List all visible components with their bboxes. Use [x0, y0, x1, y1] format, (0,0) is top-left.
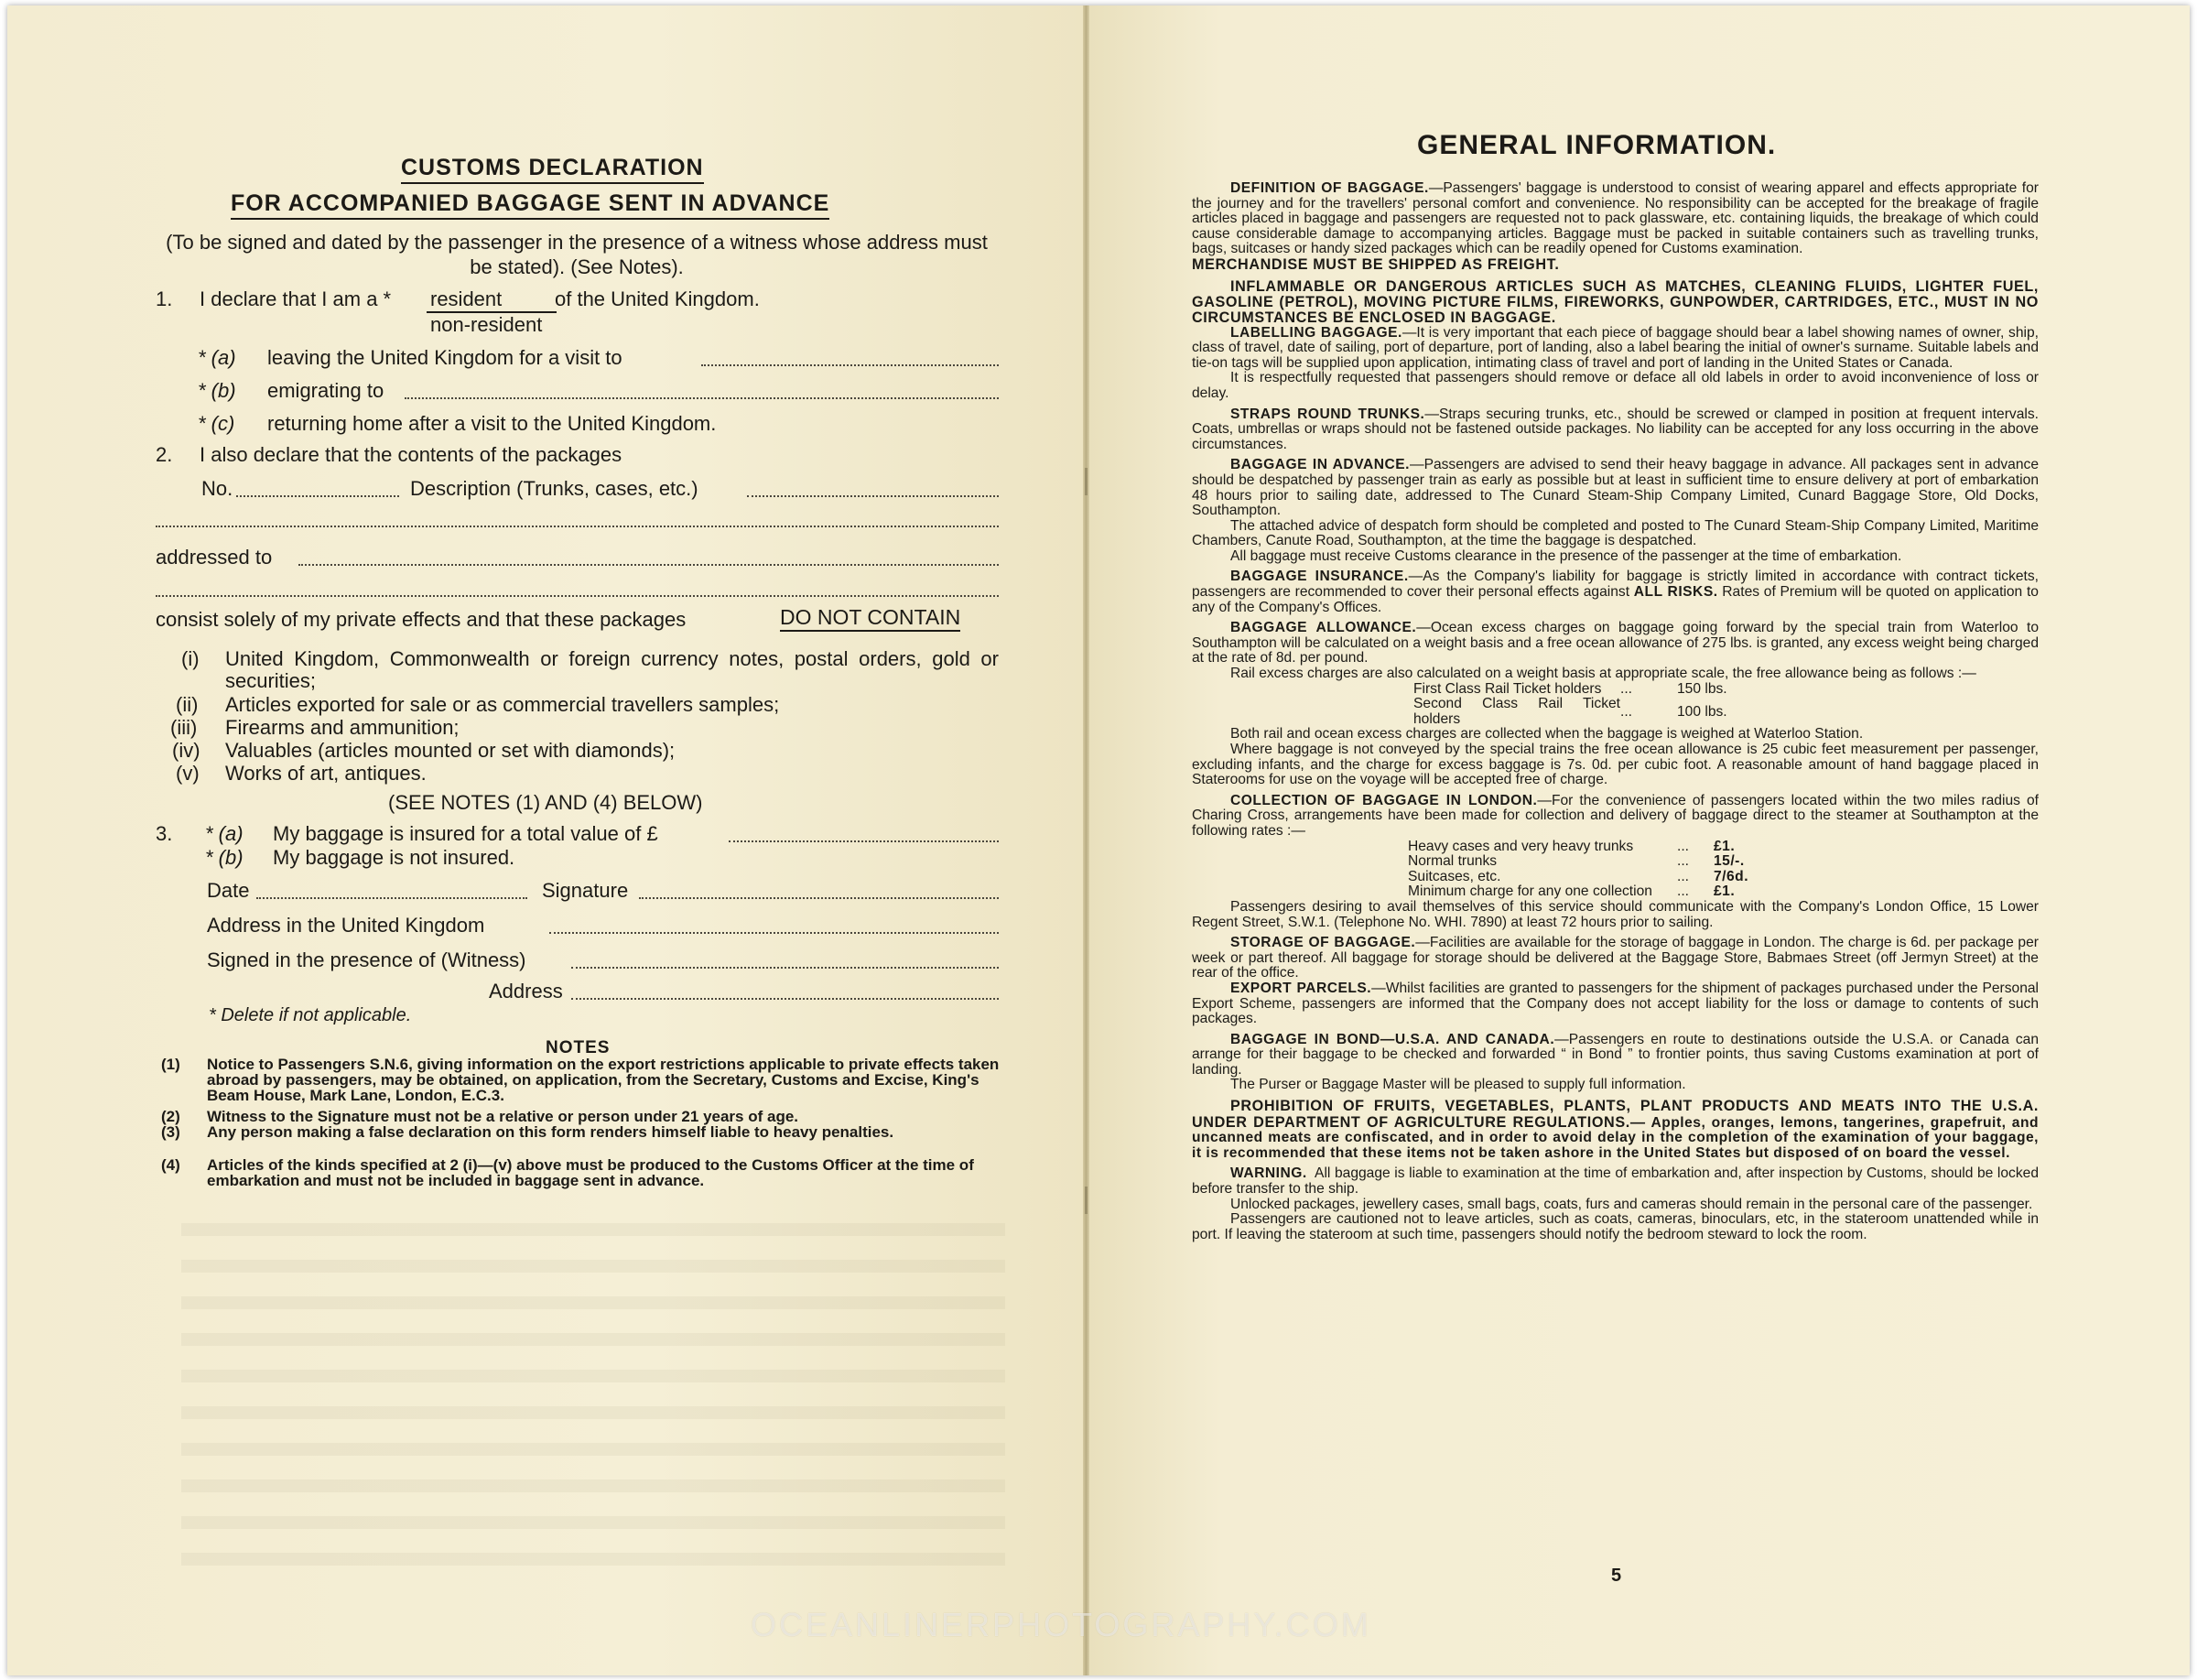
book-gutter	[1083, 5, 1089, 1675]
list-item-number: (iv)	[172, 739, 200, 762]
note-number: (3)	[161, 1123, 180, 1141]
straps-round-trunks	[1192, 407, 2039, 453]
allowance-text: —Ocean excess charges on baggage going forward by the special train from Waterloo to Southampton will be calculated on a weight basis and a free ocean allowance of 275 lbs. is granted, any excess weight being charged at the rate of 8d. per pound.	[1192, 620, 2039, 667]
collection-rates-table	[1408, 840, 1748, 900]
show-through-texture	[181, 1223, 1005, 1571]
advance-text: —Passengers are advised to send their heavy baggage in advance. All packages sent in advance should be despatched by passenger train as early as possible but at least in sufficient time to ensure delivery at port of embarkation 48 hours prior to sailing date, addressed to The Cunard Steam-Ship Company Limited, Cunard Baggage Store, Old Docks, Southampton.	[1192, 457, 2039, 519]
labelling-text-2: It is respectfully requested that passengers should remove or deface all old labels in order to avoid inconvenience of loss or delay.	[1192, 370, 2039, 401]
witness-address-label: Address	[489, 980, 563, 1003]
labelling-heading: LABELLING BAGGAGE.	[1230, 324, 1402, 341]
export-text: —Whilst facilities are granted to passengers for the shipment of packages purchased under the Personal Export Scheme, passengers are informed that the Company does not accept liability for the loss or damage to contents of such packages.	[1192, 980, 2040, 1027]
option-a-mark: * (a)	[198, 346, 236, 369]
insurance-text-2: Rates of Premium will be quoted on application to any of the Company's Offices.	[1192, 584, 2039, 615]
advance-text-2: The attached advice of despatch form should be completed and posted to The Cunard Steam-Ship Company Limited, Maritime Chambers, Canute Road, Southampton, at the time the baggage is despatched.	[1192, 517, 2039, 549]
address-uk-label: Address in the United Kingdom	[207, 914, 485, 937]
straps-text: —Straps securing trunks, etc., should be screwed or clamped in position at frequent intervals. Coats, umbrellas or wraps should not be fastened outside packages. No liability can be accepted for any loss occurring in the above circumstances.	[1192, 406, 2039, 452]
advance-text-3: All baggage must receive Customs clearance in the presence of the passenger at the time of embarkation.	[1230, 547, 1902, 564]
note-item	[161, 1057, 1008, 1108]
date-field[interactable]	[256, 897, 527, 899]
description-field-line-2[interactable]	[156, 526, 999, 527]
collection-heading: COLLECTION OF BAGGAGE IN LONDON.	[1230, 792, 1538, 808]
customs-declaration-subtitle: FOR ACCOMPANIED BAGGAGE SENT IN ADVANCE	[231, 190, 829, 220]
description-field[interactable]	[747, 495, 999, 497]
storage-heading: STORAGE OF BAGGAGE.	[1230, 935, 1416, 951]
delete-note: * Delete if not applicable.	[209, 1005, 412, 1025]
insurance-heading: BAGGAGE INSURANCE.	[1230, 569, 1409, 585]
item-1-number: 1.	[156, 287, 173, 310]
merchandise-notice: MERCHANDISE MUST BE SHIPPED AS FREIGHT.	[1192, 255, 1560, 273]
labelling-baggage	[1192, 326, 2039, 372]
table-row: Normal trunks ... 15/-.	[1408, 853, 1745, 870]
page-number: 5	[1611, 1566, 1622, 1586]
allowance-heading: BAGGAGE ALLOWANCE.	[1230, 620, 1417, 636]
table-row: First Class Rail Ticket holders ... 150 lbs.	[1413, 680, 1727, 697]
inflammable-notice: INFLAMMABLE OR DANGEROUS ARTICLES SUCH AS MATCHES, CLEANING FLUIDS, LIGHTER FUEL, GASOLINE (PETROL), MOVING PICTURE FILMS, FIREWORKS, GUNPOWDER, CARTRIDGES, ETC., MUST IN NO CIRCUMSTANCES BE ENCLOSED IN BAGGAGE.	[1192, 277, 2039, 326]
item-2-number: 2.	[156, 443, 173, 466]
definition-of-baggage	[1192, 181, 2039, 257]
list-item-number: (v)	[176, 762, 200, 785]
note-number: (2)	[161, 1108, 180, 1125]
visit-destination-field[interactable]	[701, 364, 999, 366]
number-label: No.	[201, 477, 233, 500]
note-item	[161, 1124, 1008, 1157]
collection-of-baggage	[1192, 794, 2039, 840]
non-resident-option[interactable]: non-resident	[430, 313, 543, 336]
prohibition-notice	[1192, 1099, 2039, 1161]
staple-stitch	[1085, 468, 1088, 495]
note-number: (4)	[161, 1156, 180, 1174]
warning	[1192, 1166, 2039, 1197]
item-3a-mark: * (a)	[205, 822, 244, 845]
note-item	[161, 1157, 1008, 1190]
insurance-text: —As the Company's liability for baggage is strictly limited in accordance with contract tickets, passengers are recommended to cover their personal effects against	[1192, 569, 2039, 601]
general-information-body	[1192, 181, 2039, 1242]
addressed-to-label: addressed to	[156, 546, 273, 569]
list-item-text: Articles exported for sale or as commercial travellers samples;	[225, 693, 780, 716]
customs-declaration-title: CUSTOMS DECLARATION	[401, 155, 704, 184]
item-3-number: 3.	[156, 822, 173, 845]
addressed-to-field-line-2[interactable]	[156, 595, 999, 597]
emigration-destination-field[interactable]	[405, 397, 999, 399]
bond-text: —Passengers en route to destinations outside the U.S.A. or Canada can arrange for their baggage to be checked and forwarded “ in Bond ” to frontier points, thus saving Customs examination at port of landing.	[1192, 1031, 2039, 1078]
export-heading: EXPORT PARCELS.	[1230, 980, 1372, 996]
staple-stitch	[1085, 1187, 1088, 1214]
allowance-text-4: Where baggage is not conveyed by the special trains the free ocean allowance is 25 cubic feet measurement per passenger, excluding infants, and the charge for excess baggage is 7s. 0d. per cubic foot. A reasonable amount of hand baggage placed in Staterooms for use on the voyage will be accepted free of charge.	[1192, 742, 2039, 788]
all-risks-text: ALL RISKS.	[1633, 584, 1718, 601]
item-3a-text: My baggage is insured for a total value of £	[273, 822, 658, 845]
consist-text: consist solely of my private effects and that these packages	[156, 608, 687, 631]
storage-text: —Facilities are available for the storage of baggage in London. The charge is 6d. per package per week or part thereof. All baggage for storage should be delivered at the Baggage Store, Babmaes Street (off Jermyn Street) at the rear of the office.	[1192, 935, 2039, 981]
note-text: Any person making a false declaration on this form renders himself liable to heavy penalties.	[207, 1123, 894, 1141]
warning-text-2: Unlocked packages, jewellery cases, small bags, coats, furs and cameras should remain in the personal care of the passenger.	[1230, 1196, 2033, 1212]
show-through-heading	[1545, 88, 1554, 119]
definition-heading: DEFINITION OF BAGGAGE.	[1230, 180, 1429, 196]
collection-text: —For the convenience of passengers located within the two miles radius of Charing Cross, arrangements have been made for collection and delivery of baggage direct to the steamer at Southampton at the following rates :—	[1192, 792, 2039, 839]
signature-field[interactable]	[639, 897, 999, 899]
note-text: Articles of the kinds specified at 2 (i)—(v) above must be produced to the Customs Officer at the time of embarkation and must not be included in baggage sent in advance.	[207, 1156, 974, 1189]
option-b-mark: * (b)	[198, 379, 236, 402]
warning-heading: WARNING.	[1230, 1165, 1307, 1182]
labelling-text: —It is very important that each piece of baggage should bear a label showing names of owner, ship, class of travel, date of sailing, port of departure, port of landing, also a label bearing the initial of owner's surname. Suitable labels and tie-on tags will be supplied upon application, intimating class of travel and port of landing in the United States or Canada.	[1192, 324, 2039, 371]
list-item-number: (i)	[181, 647, 200, 670]
export-parcels	[1192, 981, 2039, 1027]
storage-of-baggage	[1192, 936, 2039, 981]
list-item-text: Valuables (articles mounted or set with diamonds);	[225, 739, 676, 762]
straps-heading: STRAPS ROUND TRUNKS.	[1230, 406, 1425, 422]
witness-field[interactable]	[571, 967, 999, 969]
addressed-to-field[interactable]	[298, 564, 999, 566]
resident-option[interactable]: resident	[427, 287, 557, 313]
item-3b-text: My baggage is not insured.	[273, 846, 515, 869]
warning-text-3: Passengers are cautioned not to leave articles, such as coats, cameras, binoculars, etc, in the stateroom unattended while in port. If leaving the stateroom at such time, passengers should notify the bedroom steward to lock the room.	[1192, 1211, 2039, 1242]
note-text: Notice to Passengers S.N.6, giving information on the export restrictions applicable to private effects taken abroad by passengers, may be obtained, on application, from the Secretary, Customs and Excise, King's Beam House, Mark Lane, London, E.C.3.	[207, 1056, 1000, 1104]
table-row: Minimum charge for any one collection ... £1.	[1408, 883, 1736, 900]
see-notes-text: (SEE NOTES (1) AND (4) BELOW)	[388, 791, 703, 814]
item-1-text: I declare that I am a *	[200, 287, 392, 310]
item-3b-mark: * (b)	[205, 846, 244, 869]
bond-heading: BAGGAGE IN BOND—U.S.A. AND CANADA.	[1230, 1031, 1555, 1047]
watermark-text: OCEANLINERPHOTOGRAPHY.COM	[751, 1606, 1371, 1643]
address-uk-field[interactable]	[549, 932, 999, 934]
allowance-text-3: Both rail and ocean excess charges are collected when the baggage is weighed at Waterloo Station.	[1230, 726, 1864, 742]
note-text: Witness to the Signature must not be a relative or person under 21 years of age.	[207, 1108, 799, 1125]
table-row: Suitcases, etc. ... 7/6d.	[1408, 868, 1749, 884]
option-a-text: leaving the United Kingdom for a visit to	[267, 346, 622, 369]
list-item-text: Firearms and ammunition;	[225, 716, 460, 739]
witness-address-field[interactable]	[571, 998, 999, 1000]
baggage-in-advance	[1192, 458, 2039, 518]
bond-text-2: The Purser or Baggage Master will be pleased to supply full information.	[1230, 1077, 1686, 1093]
baggage-insurance	[1192, 569, 2039, 615]
collection-text-2: Passengers desiring to avail themselves of this service should communicate with the Company's London Office, 15 Lower Regent Street, S.W.1. (Telephone No. WHI. 7890) at least 72 hours prior to sailing.	[1192, 898, 2039, 930]
option-b-text: emigrating to	[267, 379, 384, 402]
description-label: Description (Trunks, cases, etc.)	[410, 477, 698, 500]
customs-declaration-page	[7, 5, 1083, 1675]
baggage-in-bond	[1192, 1033, 2039, 1078]
general-information-page	[1089, 5, 2190, 1675]
item-2-text: I also declare that the contents of the packages	[200, 443, 622, 466]
list-item-text: United Kingdom, Commonwealth or foreign currency notes, postal orders, gold or securities;	[225, 647, 999, 692]
date-label: Date	[207, 879, 250, 902]
prohibition-text: Apples, oranges, lemons, tangerines, grapefruit, and uncanned meats are confiscated, and in order to avoid delay in the completion of the examination of your baggage, it is recommended that these items not be taken ashore in the United States but disposed of on board the vessel.	[1192, 1114, 2039, 1161]
advance-heading: BAGGAGE IN ADVANCE.	[1230, 457, 1410, 473]
item-1-suffix: of the United Kingdom.	[555, 287, 760, 310]
show-through-text	[593, 106, 601, 135]
booklet-spread	[7, 5, 2190, 1675]
definition-text: —Passengers' baggage is understood to consist of wearing apparel and effects appropriate for the journey and for the travellers' personal comfort and convenience. No responsibility can be accepted for the breakage of fragile articles placed in baggage and passengers are requested not to pack glassware, etc. containing liquids, the breakage of which could cause considerable damage to accompanying articles. Baggage must be packed in suitable containers such as travelling trunks, bags, suitcases or handy sized packages which can be readily opened for Customs examination.	[1192, 180, 2039, 257]
warning-text: All baggage is liable to examination at the time of embarkation and, after inspection by Customs, should be locked before transfer to the ship.	[1192, 1165, 2039, 1198]
list-item	[181, 648, 999, 694]
prohibition-heading: PROHIBITION OF FRUITS, VEGETABLES, PLANTS, PLANT PRODUCTS AND MEATS INTO THE U.S.A. UNDER DEPARTMENT OF AGRICULTURE REGULATIONS.—	[1192, 1098, 2039, 1131]
allowance-text-2: Rail excess charges are also calculated on a weight basis at appropriate scale, the free allowance being as follows :—	[1230, 666, 1976, 682]
table-row: Heavy cases and very heavy trunks ... £1.	[1408, 838, 1736, 854]
baggage-allowance	[1192, 621, 2039, 667]
witness-label: Signed in the presence of (Witness)	[207, 948, 526, 971]
general-information-title: GENERAL INFORMATION.	[1417, 130, 1777, 160]
notes-heading: NOTES	[546, 1038, 611, 1057]
rail-allowance-table	[1413, 682, 1727, 728]
note-number: (1)	[161, 1056, 180, 1073]
list-item-number: (iii)	[170, 716, 198, 739]
signature-label: Signature	[542, 879, 629, 902]
declaration-intro: (To be signed and dated by the passenger in the presence of a witness whose address must be stated). (See Notes).	[166, 231, 988, 278]
insured-value-field[interactable]	[729, 840, 999, 842]
package-number-field[interactable]	[236, 495, 399, 497]
list-item-text: Works of art, antiques.	[225, 762, 427, 785]
option-c-mark: * (c)	[198, 412, 235, 435]
do-not-contain-heading: DO NOT CONTAIN	[780, 605, 960, 632]
table-row: Second Class Rail Ticket holders ... 100 lbs.	[1413, 696, 1727, 727]
list-item-number: (ii)	[176, 693, 199, 716]
option-c-text: returning home after a visit to the United Kingdom.	[267, 412, 717, 435]
